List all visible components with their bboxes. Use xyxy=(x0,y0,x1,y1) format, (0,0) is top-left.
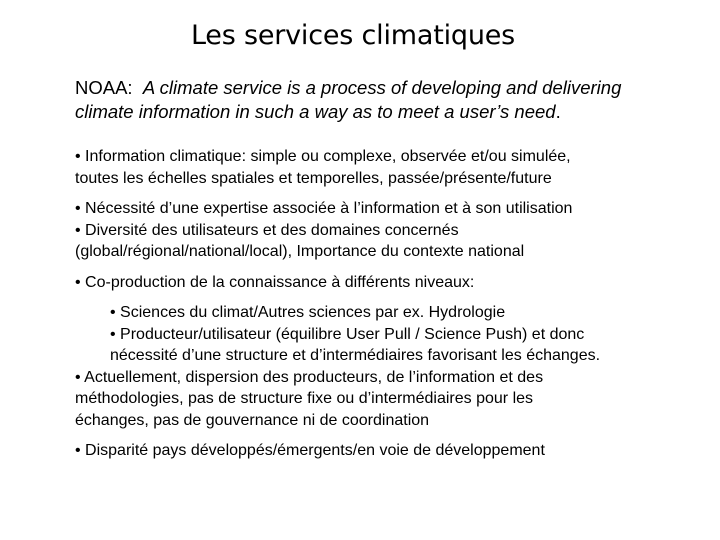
bullet-text: toutes les échelles spatiales et temporelles, passée/présente/future xyxy=(75,169,552,187)
bullet-text: méthodologies, pas de structure fixe ou d’intermédiaires pour les xyxy=(75,390,534,407)
sub-bullet-text: nécessité d’une structure et d’intermédiaires favorisant les échanges. xyxy=(110,347,601,364)
bullet-text: • Actuellement, dispersion des producteurs, de l’information et des xyxy=(75,368,544,386)
bullet-expertise xyxy=(75,198,715,220)
bullet-text: échanges, pas de gouvernance ni de coordination xyxy=(75,411,430,429)
bullet-text: (global/régional/national/local), Importance du contexte national xyxy=(75,243,525,260)
bullet-information-climatique xyxy=(75,146,715,189)
bullet-text: • Diversité des utilisateurs et des domaines concernés xyxy=(75,221,459,239)
bullet-text: • Disparité pays développés/émergents/en voie de développement xyxy=(75,442,545,459)
noaa-label: NOAA: xyxy=(75,77,133,98)
noaa-period: . xyxy=(555,101,561,122)
sub-bullet-text: • Producteur/utilisateur (équilibre User Pull / Science Push) et donc xyxy=(110,325,585,343)
bullet-disparite xyxy=(75,440,715,462)
noaa-line-1 xyxy=(75,76,715,100)
slide-title: Les services climatiques xyxy=(190,20,516,51)
bullet-diversite xyxy=(75,220,715,263)
bullet-text: • Nécessité d’une expertise associée à l’information et à son utilisation xyxy=(75,200,573,217)
bullet-text: • Co-production de la connaissance à différents niveaux: xyxy=(75,273,475,291)
bullet-list xyxy=(75,146,715,471)
noaa-definition-text-1: A climate service is a process of developing and delivering xyxy=(142,77,622,98)
noaa-definition-text-2: climate information in such a way as to meet a user’s need xyxy=(75,101,556,122)
bullet-actuellement xyxy=(75,367,715,432)
bullet-text: • Information climatique: simple ou complexe, observée et/ou simulée, xyxy=(75,148,571,165)
sub-bullet-list xyxy=(75,302,715,367)
bullet-co-production xyxy=(75,272,715,294)
noaa-definition xyxy=(75,76,715,124)
noaa-line-2 xyxy=(75,100,715,124)
sub-bullet-text: • Sciences du climat/Autres sciences par ex. Hydrologie xyxy=(110,304,506,321)
